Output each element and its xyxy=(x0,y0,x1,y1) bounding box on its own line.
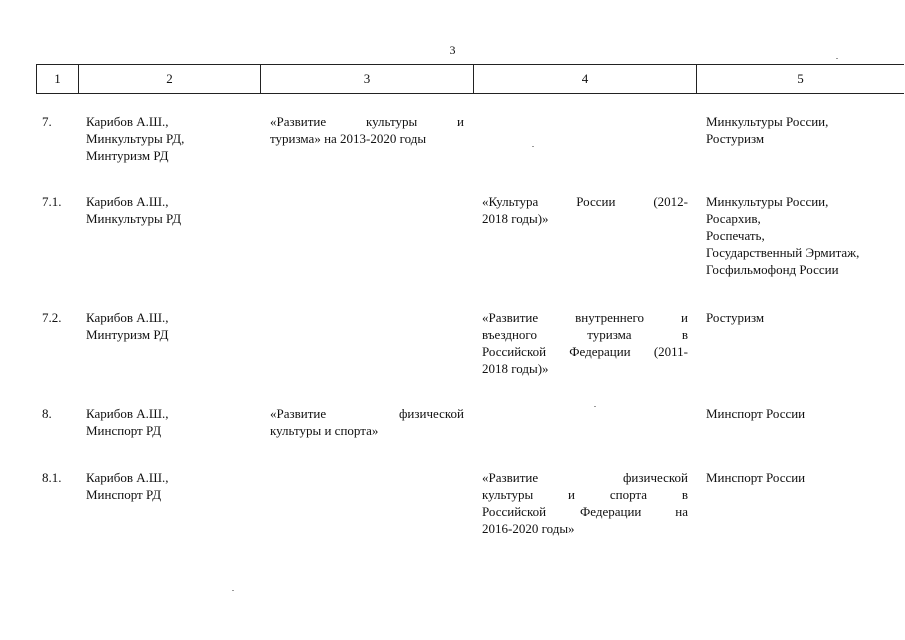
cell-line: «Развитие физической xyxy=(270,406,464,421)
cell-line: культуры и спорта в xyxy=(482,487,688,502)
row-number: 7.1. xyxy=(42,194,62,209)
cell-line: Ростуризм xyxy=(706,131,765,146)
cell-responsible xyxy=(86,469,256,503)
cell-line: Ростуризм xyxy=(706,310,765,325)
row-number: 8. xyxy=(42,406,52,421)
header-cell-4: 4 xyxy=(473,65,696,93)
cell-number xyxy=(42,309,82,326)
cell-line: Карибов А.Ш., xyxy=(86,310,169,325)
cell-responsible xyxy=(86,113,256,164)
cell-line: Роспечать, xyxy=(706,228,765,243)
cell-federal-program xyxy=(482,193,688,227)
cell-line: «Развитие внутреннего и xyxy=(482,310,688,325)
cell-number xyxy=(42,469,82,486)
cell-line: 2018 годы)» xyxy=(482,211,549,226)
cell-line: Минспорт РД xyxy=(86,423,162,438)
cell-line: Карибов А.Ш., xyxy=(86,470,169,485)
header-cell-2: 2 xyxy=(78,65,260,93)
scan-speck xyxy=(594,406,596,407)
table-header xyxy=(36,64,904,94)
cell-federal-program xyxy=(482,309,688,377)
cell-line: Минкультуры России, xyxy=(706,114,829,129)
row-number: 8.1. xyxy=(42,470,62,485)
cell-number xyxy=(42,405,82,422)
cell-line: Государственный Эрмитаж, xyxy=(706,245,860,260)
row-number: 7.2. xyxy=(42,310,62,325)
cell-number xyxy=(42,113,82,130)
header-cell-1: 1 xyxy=(36,65,78,93)
cell-line: Минкультуры РД, xyxy=(86,131,185,146)
cell-line: 2018 годы)» xyxy=(482,361,549,376)
header-cell-3: 3 xyxy=(260,65,473,93)
cell-number xyxy=(42,193,82,210)
cell-line: Российской Федерации (2011- xyxy=(482,344,688,359)
cell-line: 2016-2020 годы» xyxy=(482,521,575,536)
cell-line: Карибов А.Ш., xyxy=(86,406,169,421)
header-cell-5: 5 xyxy=(696,65,904,93)
scan-speck xyxy=(232,590,234,591)
cell-line: Минспорт России xyxy=(706,406,806,421)
scan-speck xyxy=(532,146,534,147)
row-number: 7. xyxy=(42,114,52,129)
cell-line: Карибов А.Ш., xyxy=(86,114,169,129)
cell-responsible xyxy=(86,405,256,439)
cell-responsible xyxy=(86,193,256,227)
cell-line: «Культура России (2012- xyxy=(482,194,688,209)
cell-line: Минспорт РД xyxy=(86,487,162,502)
cell-line: туризма» на 2013-2020 годы xyxy=(270,131,427,146)
cell-federal-bodies xyxy=(706,193,896,278)
cell-federal-bodies xyxy=(706,405,896,422)
cell-line: въездного туризма в xyxy=(482,327,688,342)
cell-responsible xyxy=(86,309,256,343)
cell-line: Минтуризм РД xyxy=(86,327,169,342)
cell-federal-program xyxy=(482,469,688,537)
cell-line: Минкультуры России, xyxy=(706,194,829,209)
cell-line: «Развитие физической xyxy=(482,470,688,485)
cell-line: «Развитие культуры и xyxy=(270,114,464,129)
cell-line: Минспорт России xyxy=(706,470,806,485)
cell-line: Минкультуры РД xyxy=(86,211,182,226)
scan-speck xyxy=(836,58,838,59)
page-number: 3 xyxy=(449,43,456,57)
cell-line: Карибов А.Ш., xyxy=(86,194,169,209)
cell-line: Минтуризм РД xyxy=(86,148,169,163)
cell-state-program xyxy=(270,113,464,147)
cell-line: культуры и спорта» xyxy=(270,423,379,438)
cell-line: Росархив, xyxy=(706,211,761,226)
cell-state-program xyxy=(270,405,464,439)
cell-federal-bodies xyxy=(706,469,896,486)
cell-line: Российской Федерации на xyxy=(482,504,688,519)
cell-federal-bodies xyxy=(706,309,896,326)
cell-line: Госфильмофонд России xyxy=(706,262,839,277)
cell-federal-bodies xyxy=(706,113,896,147)
